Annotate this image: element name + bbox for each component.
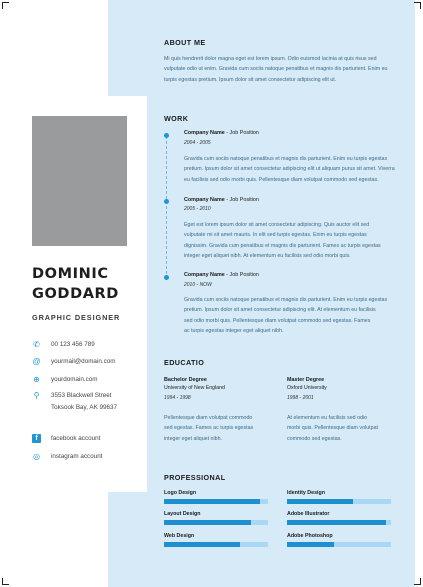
job-line: pretium. Ipsum dolor sit amet consectetur adipiscing elit ut aliquam purus sit amet. Viverra	[184, 166, 395, 173]
job-heading	[184, 272, 259, 278]
degree-title: Master Degree	[287, 377, 325, 383]
school-name: Oxford University	[287, 385, 327, 391]
crop-mark-top-right	[414, 2, 421, 9]
crop-mark-bottom-right	[414, 578, 421, 585]
job-heading	[184, 130, 259, 136]
instagram-icon: ◎	[33, 452, 40, 461]
contact-phone-text: 00 123 456 789	[51, 341, 95, 348]
contact-address-line1: 3553 Blackwell Street	[51, 392, 112, 399]
job-position: - Job Position	[224, 272, 259, 278]
company-name: Company Name	[184, 130, 225, 136]
job-line: dignissim. Gravida cum penatibus et magnis dis parturient. Fames ac turpis egestas	[184, 242, 381, 249]
profile-photo-placeholder	[32, 116, 127, 246]
company-name: Company Name	[184, 197, 225, 203]
skill-label: Layout Design	[164, 511, 201, 517]
job-dates: 2004 - 2005	[184, 140, 211, 146]
job-line: eu facilisis sed odio morbi quis. Pellentesque diam volutpat commodo sed egestas.	[184, 176, 379, 183]
education-line: Pellentesque diam volutpat commodo	[164, 415, 253, 421]
timeline-dot	[164, 275, 169, 280]
education-description	[287, 413, 397, 444]
skill-bar-fill	[164, 499, 260, 504]
job-position: - Job Position	[224, 197, 259, 203]
company-name: Company Name	[184, 272, 225, 278]
skill-bar-fill	[287, 499, 353, 504]
job-dates: 2005 - 2010	[184, 206, 211, 212]
skill-bar-fill	[287, 520, 386, 525]
at-icon: @	[32, 357, 41, 366]
job-line: Gravida cum sociis natoque penatibus et magnis dis parturient. Enim eu turpis egestas	[184, 156, 388, 162]
about-text	[164, 54, 394, 85]
job-line: Gravida cum sociis natoque penatibus et magnis dis parturient. Enim eu turpis egestas	[184, 297, 388, 303]
education-dates: 1998 - 2001	[287, 395, 314, 401]
contact-facebook-text[interactable]: facebook account	[51, 435, 101, 442]
about-line: Mi quis hendrerit dolor magna eget est lorem ipsum. Odio euismod lacinia at quis risus sed	[164, 56, 377, 62]
education-line: commodo sed egestas.	[287, 435, 342, 442]
skill-label: Adobe Illustrator	[287, 511, 330, 517]
name-line-first: DOMINIC	[32, 266, 109, 282]
skill-bar-track	[287, 520, 391, 525]
skill-bar-fill	[287, 542, 334, 547]
job-line: sed odio morbi quis. Pellentesque diam volutpat commodo sed egestas. Fames	[184, 317, 371, 324]
timeline-dot	[164, 133, 169, 138]
education-line: sed egestas. Fames ac turpis egestas	[164, 425, 254, 432]
degree-title: Bachelor Degree	[164, 377, 207, 383]
skill-label: Logo Design	[164, 490, 197, 496]
job-position: - Job Position	[224, 130, 259, 136]
map-pin-icon: ⚲	[33, 391, 40, 400]
about-heading: ABOUT ME	[164, 38, 206, 47]
contact-address	[32, 390, 147, 414]
school-name: University of New England	[164, 385, 225, 391]
education-line: morbi quis. Pellentesque diam volutpat	[287, 425, 378, 432]
skill-bar-track	[287, 499, 391, 504]
about-line: turpis egestas pretium. Ipsum dolor sit amet consectetur adipiscing elit ut.	[164, 76, 337, 83]
job-heading	[184, 197, 259, 203]
work-timeline-line	[166, 136, 167, 279]
contact-instagram-text[interactable]: instagram account	[51, 453, 103, 460]
education-dates: 1994 - 1998	[164, 395, 191, 401]
crop-mark-bottom-left	[2, 578, 9, 585]
job-line: pretium. Ipsum dolor sit amet consectetur adipiscing elit. At elementum eu facilisis	[184, 307, 376, 314]
crop-mark-top-left	[2, 2, 9, 9]
person-name	[32, 264, 142, 304]
phone-icon: ✆	[33, 340, 40, 349]
contact-email-text[interactable]: yourmail@domain.com	[51, 358, 116, 365]
job-description	[184, 295, 399, 336]
education-description	[164, 413, 274, 444]
skill-bar-track	[164, 520, 268, 525]
name-line-last: GODDARD	[32, 286, 119, 302]
work-heading: WORK	[164, 114, 189, 123]
contact-address-line2: Toksook Bay, AK 99637	[51, 404, 118, 411]
timeline-dot	[164, 199, 169, 204]
job-line: vulputate mi sit amet mauris. In elit sed turpis egestas. Enim eu turpis egestas	[184, 232, 367, 239]
job-line: Eget est lorem ipsum dolor sit amet consectetur adipiscing. Quis auctor elit sed	[184, 222, 370, 228]
job-description	[184, 220, 399, 261]
skills-heading: PROFESSIONAL	[164, 473, 226, 482]
skill-bar-track	[287, 542, 391, 547]
job-description	[184, 154, 399, 185]
job-role: GRAPHIC DESIGNER	[32, 313, 121, 322]
contact-website-text[interactable]: yourdomain.com	[51, 376, 98, 383]
job-line: integer eget aliquet nibh. At elementum eu facilisis sed odio morbi quis.	[184, 252, 351, 259]
skill-label: Web Design	[164, 533, 195, 539]
education-line: At elementum eu facilisis sed odio	[287, 415, 368, 421]
education-line: integer eget aliquet nibh.	[164, 435, 223, 442]
job-dates: 2010 - NOW	[184, 282, 212, 288]
education-heading: EDUCATIO	[164, 358, 205, 367]
skill-bar-fill	[164, 520, 251, 525]
skill-bar-track	[164, 499, 268, 504]
skill-label: Identity Design	[287, 490, 325, 496]
skill-bar-fill	[164, 542, 240, 547]
globe-icon: ⊕	[33, 375, 40, 384]
about-line: vulputate odio ut enim. Gravida cum sociis natoque penatibus et magnis dis parturient. Enim eu	[164, 66, 388, 73]
skill-label: Adobe Photoshop	[287, 533, 333, 539]
facebook-icon: f	[32, 434, 41, 443]
skill-bar-track	[164, 542, 268, 547]
job-line: ac turpis egestas integer eget aliquet nibh.	[184, 327, 284, 334]
